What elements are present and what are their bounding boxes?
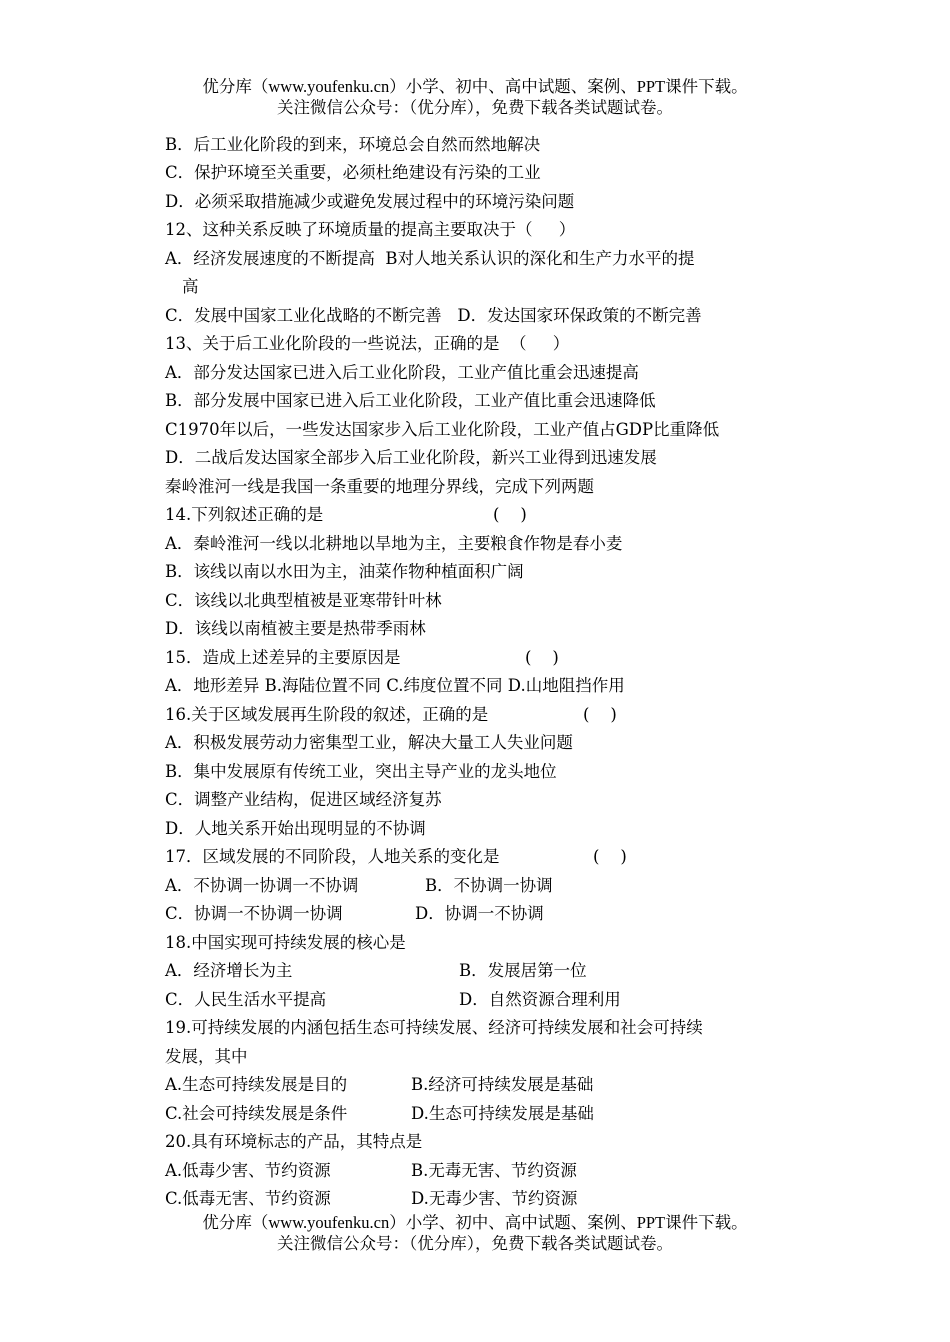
option-11d: D．必须采取措施减少或避免发展过程中的环境污染问题 xyxy=(165,192,575,211)
option-16d: D．人地关系开始出现明显的不协调 xyxy=(165,819,426,838)
option-19b: B.经济可持续发展是基础 xyxy=(411,1075,594,1094)
answer-blank-16: ( ) xyxy=(583,705,617,724)
options-19-cd: C.社会可持续发展是条件 D.生态可持续发展是基础 xyxy=(165,1104,594,1123)
question-14: 14.下列叙述正确的是 ( ) xyxy=(165,505,527,524)
options-19-ab: A.生态可持续发展是目的 B.经济可持续发展是基础 xyxy=(165,1075,594,1094)
header-line-2: 关注微信公众号：（优分库），免费下载各类试题试卷。 xyxy=(277,98,673,117)
options-20-cd: C.低毒无害、节约资源 D.无毒少害、节约资源 xyxy=(165,1189,578,1208)
option-16a: A．积极发展劳动力密集型工业，解决大量工人失业问题 xyxy=(165,733,573,752)
question-19: 19.可持续发展的内涵包括生态可持续发展、经济可持续发展和社会可持续 xyxy=(165,1018,703,1037)
option-12cd: C．发展中国家工业化战略的不断完善 D．发达国家环保政策的不断完善 xyxy=(165,306,702,325)
options-20-ab: A.低毒少害、节约资源 B.无毒无害、节约资源 xyxy=(165,1161,577,1180)
option-12b-wrap: 高 xyxy=(182,277,199,296)
page-header xyxy=(0,76,950,118)
option-20d: D.无毒少害、节约资源 xyxy=(411,1189,578,1208)
question-18: 18.中国实现可持续发展的核心是 xyxy=(165,933,406,952)
options-17-ab: A．不协调一协调一不协调 B．不协调一协调 xyxy=(165,876,553,895)
option-20b: B.无毒无害、节约资源 xyxy=(411,1161,577,1180)
passage-intro: 秦岭淮河一线是我国一条重要的地理分界线，完成下列两题 xyxy=(165,477,594,496)
option-18d: D．自然资源合理利用 xyxy=(459,990,621,1009)
option-12ab: A．经济发展速度的不断提高 B对人地关系认识的深化和生产力水平的提 xyxy=(165,249,695,268)
question-15: 15．造成上述差异的主要原因是 ( ) xyxy=(165,648,559,667)
question-12: 12、这种关系反映了环境质量的提高主要取决于（ ） xyxy=(165,220,576,239)
answer-blank-14: ( ) xyxy=(493,505,527,524)
option-18b: B．发展居第一位 xyxy=(459,961,587,980)
option-13d: D．二战后发达国家全部步入后工业化阶段，新兴工业得到迅速发展 xyxy=(165,448,657,467)
question-17: 17．区域发展的不同阶段，人地关系的变化是 ( ) xyxy=(165,847,627,866)
option-14a: A．秦岭淮河一线以北耕地以旱地为主，主要粮食作物是春小麦 xyxy=(165,534,623,553)
answer-blank-15: ( ) xyxy=(525,648,559,667)
option-11b: B．后工业化阶段的到来，环境总会自然而然地解决 xyxy=(165,135,541,154)
option-14d: D．该线以南植被主要是热带季雨林 xyxy=(165,619,426,638)
answer-blank-17: ( ) xyxy=(593,847,627,866)
question-19-wrap: 发展，其中 xyxy=(165,1047,248,1066)
option-16b: B．集中发展原有传统工业，突出主导产业的龙头地位 xyxy=(165,762,557,781)
footer-line-2: 关注微信公众号：（优分库），免费下载各类试题试卷。 xyxy=(277,1234,673,1253)
option-13b: B．部分发展中国家已进入后工业化阶段，工业产值比重会迅速降低 xyxy=(165,391,656,410)
question-16: 16.关于区域发展再生阶段的叙述，正确的是 ( ) xyxy=(165,705,617,724)
option-17b: B．不协调一协调 xyxy=(425,876,553,895)
option-16c: C．调整产业结构，促进区域经济复苏 xyxy=(165,790,442,809)
option-13a: A．部分发达国家已进入后工业化阶段，工业产值比重会迅速提高 xyxy=(165,363,639,382)
footer-line-1: 优分库（www.youfenku.cn）小学、初中、高中试题、案例、PPT课件下载。 xyxy=(202,1213,748,1232)
option-14b: B．该线以南以水田为主，油菜作物种植面积广阔 xyxy=(165,562,524,581)
question-20: 20.具有环境标志的产品，其特点是 xyxy=(165,1132,423,1151)
option-14c: C．该线以北典型植被是亚寒带针叶林 xyxy=(165,591,442,610)
options-18-cd: C．人民生活水平提高 D．自然资源合理利用 xyxy=(165,990,621,1009)
option-17d: D．协调一不协调 xyxy=(415,904,544,923)
option-13c: C1970年以后，一些发达国家步入后工业化阶段，工业产值占GDP比重降低 xyxy=(165,420,720,439)
options-15: A．地形差异 B.海陆位置不同 C.纬度位置不同 D.山地阻挡作用 xyxy=(165,676,625,695)
page-footer xyxy=(0,1212,950,1254)
header-line-1: 优分库（www.youfenku.cn）小学、初中、高中试题、案例、PPT课件下载。 xyxy=(202,77,748,96)
options-17-cd: C．协调一不协调一协调 D．协调一不协调 xyxy=(165,904,544,923)
option-11c: C．保护环境至关重要，必须杜绝建设有污染的工业 xyxy=(165,163,541,182)
question-13: 13、关于后工业化阶段的一些说法，正确的是 （ ） xyxy=(165,334,570,353)
option-19d: D.生态可持续发展是基础 xyxy=(411,1104,594,1123)
options-18-ab: A．经济增长为主 B．发展居第一位 xyxy=(165,961,587,980)
